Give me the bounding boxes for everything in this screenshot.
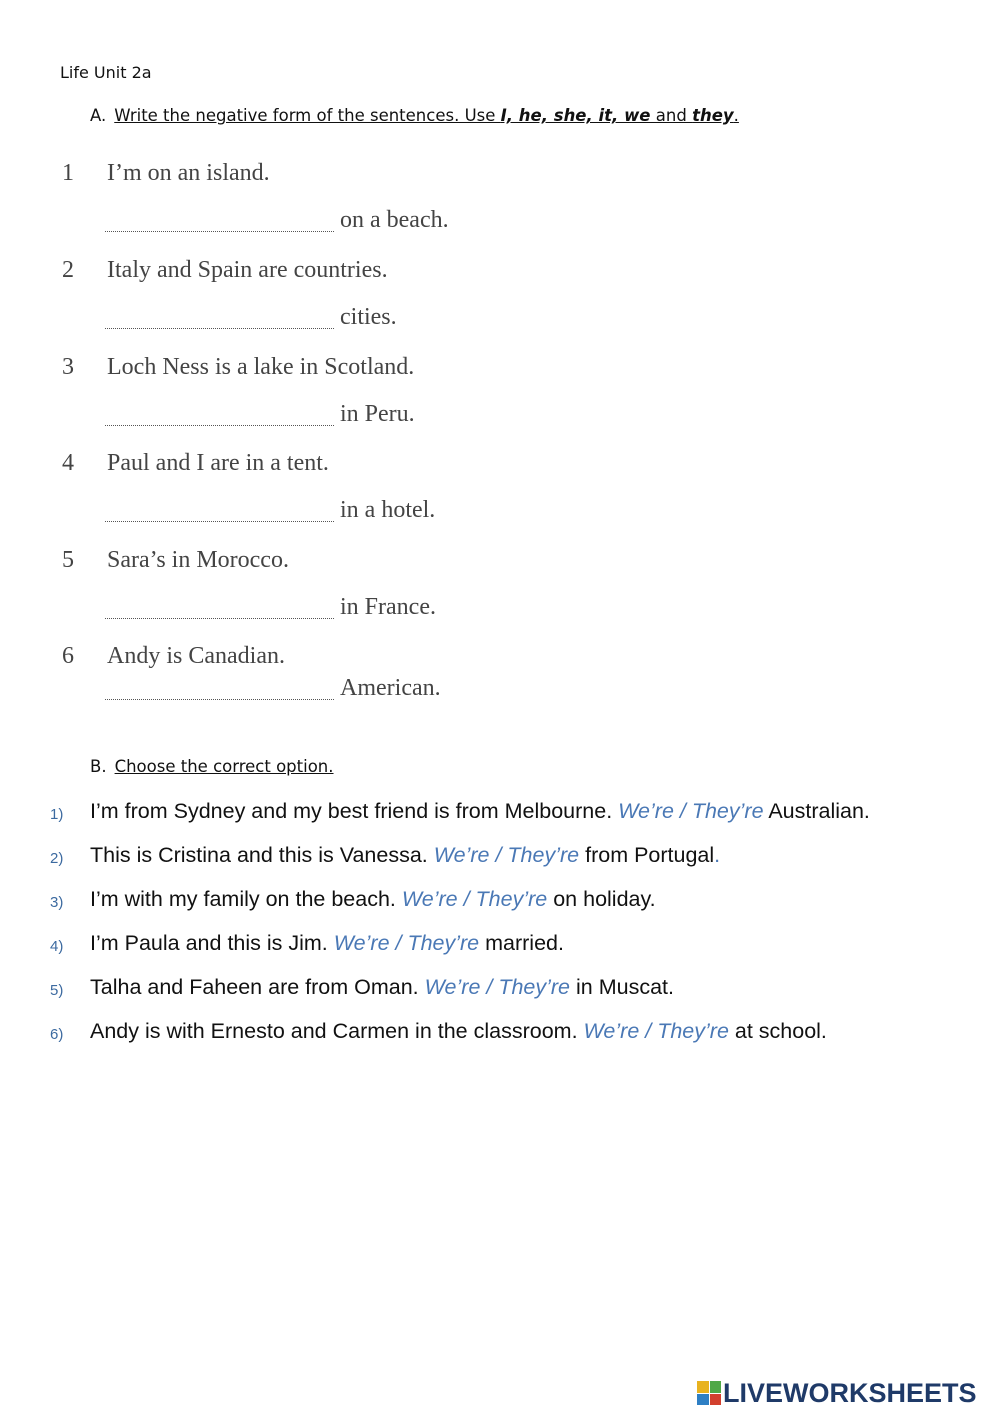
- sentence-start: I’m from Sydney and my best friend is from Melbourne.: [90, 799, 619, 823]
- section-a-letter: A.: [90, 106, 107, 125]
- item-number: 6: [62, 643, 74, 669]
- item-text: [90, 799, 870, 824]
- item-sentence: Loch Ness is a lake in Scotland.: [107, 354, 415, 380]
- answer-input[interactable]: [105, 209, 334, 232]
- option-choice[interactable]: We’re / They’re: [424, 975, 571, 999]
- logo-square: [697, 1394, 709, 1406]
- logo-square: [697, 1381, 709, 1393]
- sentence-end: on holiday.: [547, 887, 656, 911]
- answer-row: [105, 402, 415, 426]
- item-text: [90, 931, 564, 956]
- answer-suffix: cities.: [340, 304, 397, 330]
- sentence-start: Talha and Faheen are from Oman.: [90, 975, 425, 999]
- answer-input[interactable]: [105, 596, 334, 619]
- option-choice[interactable]: We’re / They’re: [583, 1019, 729, 1043]
- answer-row: [105, 595, 436, 619]
- instruction-prefix: Write the negative form of the sentences. Use: [114, 106, 501, 125]
- sentence-start: I’m with my family on the beach.: [90, 887, 402, 911]
- section-a-instruction: [114, 106, 739, 125]
- answer-row: [105, 498, 435, 522]
- answer-suffix: in a hotel.: [340, 497, 436, 523]
- logo-square: [710, 1381, 722, 1393]
- sentence-start: I’m Paula and this is Jim.: [90, 931, 334, 955]
- item-text: [90, 843, 720, 868]
- answer-row: [105, 208, 449, 232]
- answer-row: [105, 676, 441, 700]
- item-text: [90, 887, 656, 912]
- section-a-heading: [90, 106, 739, 125]
- item-sentence: Andy is Canadian.: [107, 643, 285, 669]
- option-choice[interactable]: We’re / They’re: [333, 931, 480, 955]
- logo-square: [710, 1394, 722, 1406]
- item-number: 3: [62, 354, 74, 380]
- answer-suffix: American.: [340, 675, 441, 701]
- option-choice[interactable]: We’re / They’re: [401, 887, 548, 911]
- sentence-start: Andy is with Ernesto and Carmen in the classroom.: [90, 1019, 584, 1043]
- item-sentence: Paul and I are in a tent.: [107, 450, 329, 476]
- and-word: and: [650, 106, 693, 125]
- sentence-end: at school.: [728, 1019, 827, 1043]
- sentence-end: married.: [479, 931, 564, 955]
- answer-input[interactable]: [105, 677, 334, 700]
- item-sentence: I’m on an island.: [107, 160, 270, 186]
- answer-input[interactable]: [105, 403, 334, 426]
- sentence-start: This is Cristina and this is Vanessa.: [90, 843, 434, 867]
- logo-text: LIVEWORKSHEETS: [723, 1377, 977, 1408]
- item-number: 2): [50, 850, 64, 867]
- item-number: 4: [62, 450, 74, 476]
- section-b-instruction: Choose the correct option.: [114, 757, 334, 776]
- item-number: 5: [62, 547, 74, 573]
- item-sentence: Italy and Spain are countries.: [107, 257, 388, 283]
- answer-suffix: in Peru.: [340, 401, 415, 427]
- sentence-dot: .: [714, 843, 721, 867]
- answer-row: [105, 305, 397, 329]
- answer-input[interactable]: [105, 499, 334, 522]
- item-sentence: Sara’s in Morocco.: [107, 547, 289, 573]
- item-number: 6): [50, 1026, 64, 1043]
- sentence-end: Australian.: [763, 799, 870, 823]
- item-text: [90, 975, 674, 1000]
- section-b-letter: B.: [90, 757, 107, 776]
- item-number: 5): [50, 982, 64, 999]
- answer-input[interactable]: [105, 306, 334, 329]
- item-number: 1: [62, 160, 74, 186]
- liveworksheets-logo-icon: [697, 1381, 721, 1405]
- item-number: 3): [50, 894, 64, 911]
- answer-suffix: on a beach.: [340, 207, 449, 233]
- item-number: 2: [62, 257, 74, 283]
- sentence-end: from Portugal: [579, 843, 715, 867]
- section-b-heading: [90, 757, 334, 776]
- instruction-end: .: [733, 106, 739, 125]
- option-choice[interactable]: We’re / They’re: [433, 843, 580, 867]
- answer-suffix: in France.: [340, 594, 436, 620]
- option-choice[interactable]: We’re / They’re: [618, 799, 764, 823]
- pronoun-they: they: [692, 106, 734, 125]
- pronouns-list: I, he, she, it, we: [500, 106, 651, 125]
- item-number: 4): [50, 938, 64, 955]
- sentence-end: in Muscat.: [570, 975, 674, 999]
- liveworksheets-logo: [697, 1378, 977, 1408]
- item-text: [90, 1019, 827, 1044]
- worksheet-title: Life Unit 2a: [60, 63, 152, 82]
- item-number: 1): [50, 806, 64, 823]
